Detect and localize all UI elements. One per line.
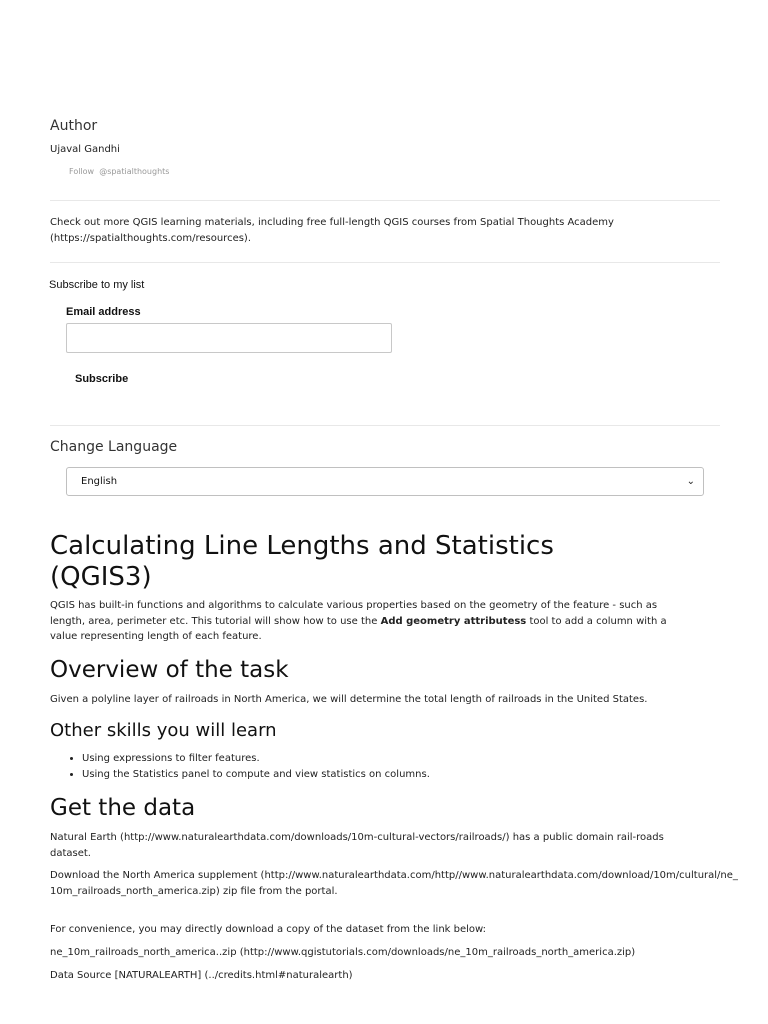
promo-text: Check out more QGIS learning materials, including free full-length QGIS courses from Spatial Thoughts Academy (https://spatialthoughts.com/resources). <box>50 217 614 244</box>
skills-heading: Other skills you will learn <box>50 720 277 741</box>
data-paragraph-1: Natural Earth (http://www.naturalearthdata.com/downloads/10m-cultural-vectors/railroads/) has a public domain rail-roads dataset. <box>50 832 664 859</box>
divider <box>50 200 720 201</box>
data-heading: Get the data <box>50 795 196 821</box>
twitter-handle: @spatialthoughts <box>99 167 170 176</box>
subscribe-heading: Subscribe to my list <box>49 279 145 291</box>
overview-text: Given a polyline layer of railroads in North America, we will determine the total length of railroads in the United States. <box>50 694 648 705</box>
tool-name: Add geometry attributess <box>380 615 527 627</box>
data-source-link[interactable]: Data Source [NATURALEARTH] (../credits.html#naturalearth) <box>50 970 353 981</box>
language-heading: Change Language <box>50 439 178 455</box>
follow-label: Follow <box>69 167 95 176</box>
subscribe-button[interactable]: Subscribe <box>75 373 129 385</box>
list-item: • Using the Statistics panel to compute and view statistics on columns. <box>82 767 430 783</box>
divider <box>50 425 720 426</box>
language-selected: English <box>81 476 118 487</box>
skills-list <box>50 751 430 782</box>
download-link[interactable]: ne_10m_railroads_north_america..zip (http://www.qgistutorials.com/downloads/ne_10m_railroads_north_america.zip) <box>50 947 636 958</box>
follow-button[interactable] <box>69 167 169 176</box>
divider <box>50 262 720 263</box>
author-heading: Author <box>50 118 98 134</box>
intro-paragraph <box>50 598 690 645</box>
intro-text-2: tool to add a column with a value representing length of each feature. <box>50 615 667 642</box>
list-item: • Using expressions to filter features. <box>82 751 430 767</box>
data-paragraph-2: Download the North America supplement (http://www.naturalearthdata.com/http//www.naturalearthdata.com/download/10m/cultural/ne_10m_railroads_north_america.zip) zip file from the portal. <box>50 870 738 897</box>
data-paragraph-3: For convenience, you may directly download a copy of the dataset from the link below: <box>50 924 487 935</box>
page-title: Calculating Line Lengths and Statistics (QGIS3) <box>50 531 554 592</box>
email-label: Email address <box>66 306 141 318</box>
author-name: Ujaval Gandhi <box>50 144 120 155</box>
email-field[interactable] <box>66 323 392 353</box>
language-select[interactable] <box>66 467 704 496</box>
intro-text-1: QGIS has built-in functions and algorithms to calculate various properties based on the geometry of the feature - such as length, area, perimeter etc. This tutorial will show how to use the <box>50 600 658 627</box>
chevron-down-icon: ⌄ <box>686 476 695 487</box>
overview-heading: Overview of the task <box>50 657 289 683</box>
